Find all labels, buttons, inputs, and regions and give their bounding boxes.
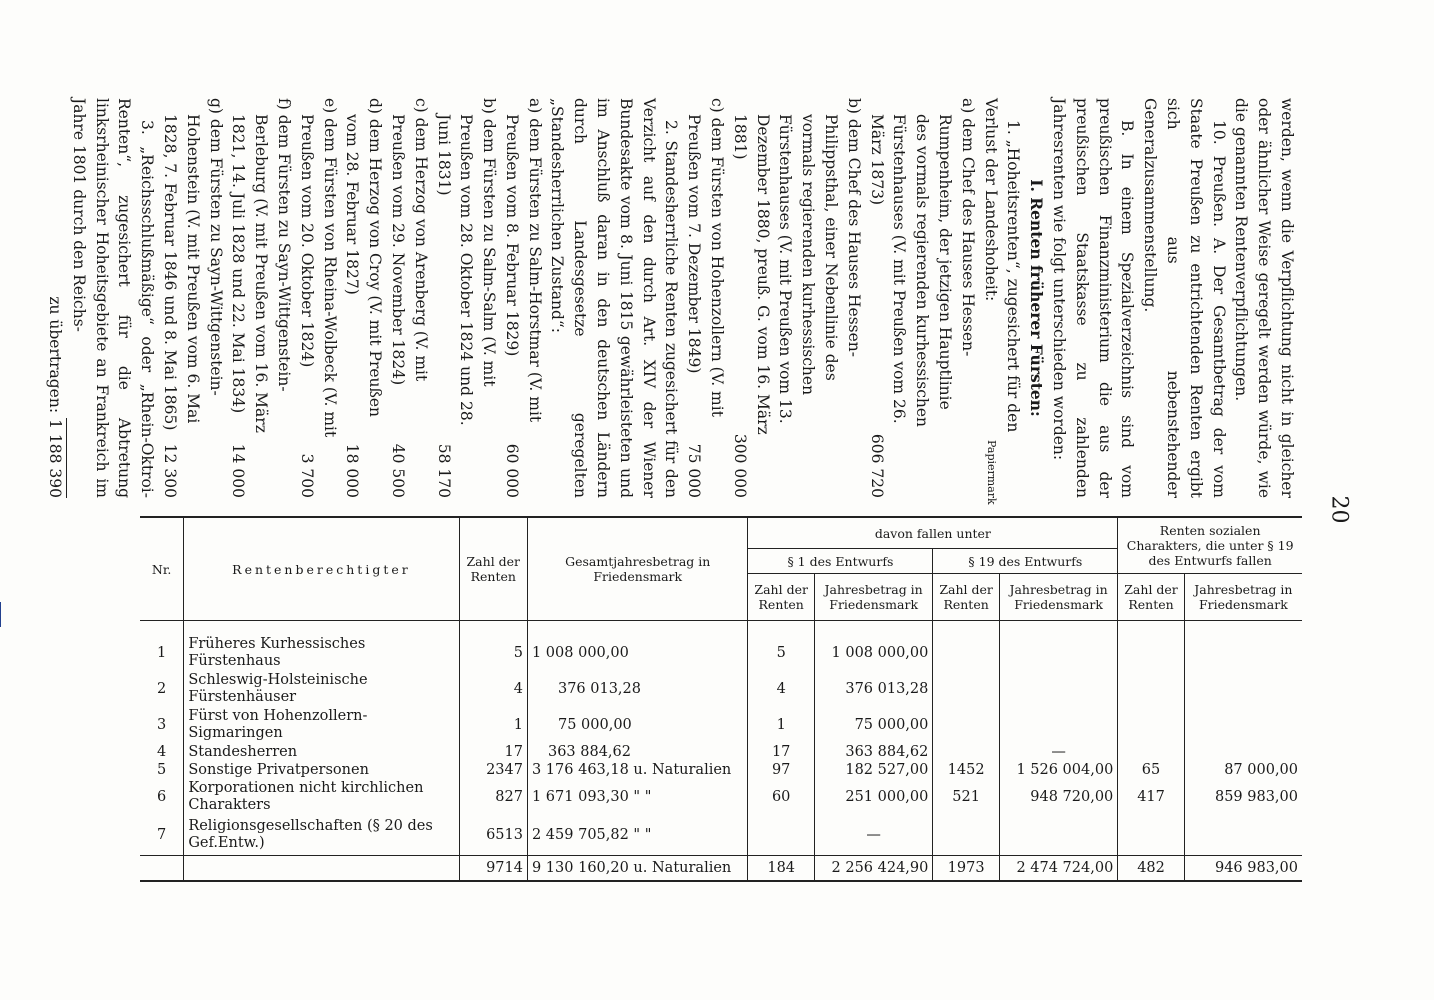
- entry-amount: 60 000: [502, 443, 521, 498]
- cell-s1-amount: 251 000,00: [814, 779, 932, 815]
- cell-s19-count: [933, 707, 999, 743]
- cell-soc-amount: 87 000,00: [1224, 762, 1298, 778]
- total-soc-amount: 946 983,00: [1214, 859, 1298, 876]
- cell-count: 5: [459, 635, 527, 671]
- entry-text: b) dem Chef des Hauses Hessen-Philippsthal, einer Nebenlinie des vormals regierenden kurhessischen Fürstenhauses (V. mit Preußen vom 13. Dezember 1880, preuß. G. vom 16. März 1881): [730, 98, 863, 435]
- col-header-social: Renten sozialen Charakters, die unter § 19 des Entwurfs fallen: [1126, 523, 1294, 568]
- cell-soc-count: [1118, 743, 1184, 761]
- entry-text: e) dem Fürsten von Rheina-Wolbeck (V. mit Preußen vom 20. Oktober 1824): [297, 98, 339, 438]
- cell-s19-count: 521: [933, 779, 999, 815]
- table-row: [140, 707, 1302, 743]
- unit-label: Papiermark: [984, 440, 998, 505]
- cell-s19-amount: [999, 707, 1117, 743]
- dfg-logo: [0, 602, 1, 627]
- cell-s1-amount: 182 527,00: [814, 761, 932, 779]
- list-item: [865, 98, 979, 498]
- cell-total: 2 459 705,82 " ": [527, 815, 747, 855]
- cell-nr: 3: [140, 707, 184, 743]
- cell-s1-count: 60: [748, 779, 814, 815]
- cell-count: 6513: [459, 815, 527, 855]
- cell-soc-count: [1118, 815, 1184, 855]
- entry-amount: 75 000: [685, 443, 704, 498]
- total-count: 9714: [459, 855, 527, 881]
- digitization-note-text: [0, 630, 1, 988]
- cell-count: 827: [459, 779, 527, 815]
- list-item: [295, 98, 341, 498]
- cell-s1-count: 4: [748, 671, 814, 707]
- list-item: [728, 98, 865, 498]
- col-header-s19: § 19 des Entwurfs: [933, 549, 1118, 574]
- cell-name: Religionsgesellschaften (§ 20 des Gef.Entw.): [184, 815, 459, 855]
- cell-soc-count: 417: [1118, 779, 1184, 815]
- carry-over-label: zu übertragen:: [45, 296, 64, 414]
- total-amount: 9 130 160,20 u. Naturalien: [527, 855, 747, 881]
- cell-s19-amount: —: [999, 743, 1117, 761]
- cell-s1-count: 17: [748, 743, 814, 761]
- list-item: [682, 98, 728, 498]
- cell-soc-count: 65: [1118, 761, 1184, 779]
- table-row: [140, 815, 1302, 855]
- cell-s19-count: [933, 635, 999, 671]
- rotated-text-block: [45, 98, 1298, 505]
- cell-name: Früheres Kurhessisches Fürstenhaus: [184, 635, 459, 671]
- col-header-total: Gesamtjahresbetrag in Friedensmark: [527, 517, 747, 621]
- cell-s19-amount: [999, 815, 1117, 855]
- col-header-nr: Nr.: [140, 517, 184, 621]
- table-row: [140, 779, 1302, 815]
- cell-nr: 7: [140, 815, 184, 855]
- cell-s19-count: 1452: [933, 761, 999, 779]
- cell-s1-amount: 1 008 000,00: [814, 635, 932, 671]
- list-item: [500, 98, 546, 498]
- list-item: [386, 98, 432, 498]
- paragraph-special-list: B. In einem Spezialverzeichnis sind vom preußischen Finanzministerium die aus der preußischen Staatskasse zu zahlenden Jahresrenten wie folgt unterschieden worden:: [1050, 98, 1137, 498]
- cell-s1-amount: —: [814, 815, 932, 855]
- cell-nr: 1: [140, 635, 184, 671]
- entry-text: c) dem Fürsten von Hohenzollern (V. mit Preußen vom 7. Dezember 1849): [685, 98, 727, 417]
- table-row: [140, 671, 1302, 707]
- cell-s19-amount: 1 526 004,00: [999, 761, 1117, 779]
- pension-summary-table: [140, 516, 1302, 882]
- table-row: [140, 743, 1302, 761]
- entry-amount: 40 500: [388, 443, 407, 498]
- col-header-davon: davon fallen unter: [748, 517, 1118, 549]
- cell-soc-count: [1118, 707, 1184, 743]
- cell-total: 1 008 000,00: [527, 635, 747, 671]
- cell-s1-count: 5: [748, 635, 814, 671]
- section-heading: I. Renten früherer Fürsten:: [1027, 179, 1047, 417]
- total-row: [140, 855, 1302, 881]
- entry-text: a) dem Fürsten zu Salm-Horstmar (V. mit Preußen vom 8. Februar 1829): [502, 98, 544, 423]
- col-header-name: Rentenberechtigter: [184, 517, 459, 621]
- cell-total: 1 671 093,30 " ": [527, 779, 747, 815]
- cell-s1-count: 1: [748, 707, 814, 743]
- cell-s1-amount: 363 884,62: [814, 743, 932, 761]
- col-header-soc-amount: Jahresbetrag in Friedensmark: [1184, 574, 1302, 621]
- cell-soc-count: [1118, 671, 1184, 707]
- entry-amount: 14 000: [229, 443, 248, 498]
- col-header-s1: § 1 des Entwurfs: [748, 549, 933, 574]
- col-header-soc-count: Zahl der Renten: [1118, 574, 1184, 621]
- cell-soc-amount: 859 983,00: [1214, 789, 1298, 805]
- unit-row: [979, 98, 1025, 505]
- total-s1-count: 184: [748, 855, 814, 881]
- entry-amount: 300 000: [730, 433, 749, 498]
- cell-count: 4: [459, 671, 527, 707]
- cell-total: 376 013,28: [527, 671, 747, 707]
- col-header-s1-count: Zahl der Renten: [748, 574, 814, 621]
- cell-count: 1: [459, 707, 527, 743]
- cell-name: Schleswig-Holsteinische Fürstenhäuser: [184, 671, 459, 707]
- total-soc-count: 482: [1118, 855, 1184, 881]
- cell-name: Korporationen nicht kirchlichen Charakters: [184, 779, 459, 815]
- entry-text: f) dem Fürsten zu Sayn-Wittgenstein-Berleburg (V. mit Preußen vom 16. März 1821, 14. Juli 1828 und 22. Mai 1834): [229, 98, 293, 433]
- cell-total: 75 000,00: [527, 707, 747, 743]
- cell-nr: 4: [140, 743, 184, 761]
- cell-total: 363 884,62: [527, 743, 747, 761]
- table-row: [140, 761, 1302, 779]
- paragraph-standesherren: 2. Standesherrliche Renten zugesichert für den Verzicht auf den durch Art. XIV der Wiener Bundesakte vom 8. Juni 1815 gewährleisteten und im Anschluß daran in den deutschen Ländern durch Landesgesetze geregelten „Standesherrlichen Zustand“:: [548, 98, 681, 498]
- cell-s19-amount: 948 720,00: [999, 779, 1117, 815]
- cell-nr: 6: [140, 779, 184, 815]
- col-header-s1-amount: Jahresbetrag in Friedensmark: [814, 574, 932, 621]
- cell-s1-count: 97: [748, 761, 814, 779]
- cell-s1-amount: 75 000,00: [814, 707, 932, 743]
- entry-amount: 12 300: [160, 443, 179, 498]
- carry-over-amount: 1 188 390: [43, 418, 67, 498]
- cell-soc-amount: [1184, 671, 1302, 707]
- entry-text: b) dem Fürsten zu Salm-Salm (V. mit Preußen vom 28. Oktober 1824 und 28. Juni 1831): [434, 98, 499, 426]
- cell-s19-amount: [999, 635, 1117, 671]
- list-item: [432, 98, 500, 498]
- cell-soc-amount: [1184, 743, 1302, 761]
- paragraph: werden, wenn die Verpflichtung nicht in gleicher oder ähnlicher Weise geregelt werden würde, wie die genannten Rentenverpflichtungen.: [1232, 98, 1296, 498]
- cell-s19-count: [933, 671, 999, 707]
- cell-name: Fürst von Hohenzollern-Sigmaringen: [184, 707, 459, 743]
- total-s19-count: 1973: [933, 855, 999, 881]
- list-item: [158, 98, 226, 498]
- cell-s19-count: [933, 743, 999, 761]
- paragraph-prussia: 10. Preußen. A. Der Gesamtbetrag der vom Staate Preußen zu entrichtenden Renten ergibt sich aus nebenstehender Generalzusammenstellung.: [1141, 98, 1228, 498]
- cell-s1-amount: 376 013,28: [814, 671, 932, 707]
- entry-text: d) dem Herzog von Croy (V. mit Preußen vom 28. Februar 1827): [343, 98, 385, 418]
- entry-amount: 18 000: [343, 443, 362, 498]
- paragraph-rhein-oktroi: 3. „Reichsschlußmäßige“ oder „Rhein-Oktroi-Renten“, zugesichert für die Abtretung linksrheinischer Hoheitsgebiete an Frankreich im Jahre 1801 durch den Reichs-: [69, 98, 157, 498]
- page-number: 20: [1326, 495, 1352, 524]
- cell-soc-amount: [1184, 815, 1302, 855]
- col-header-s19-count: Zahl der Renten: [933, 574, 999, 621]
- entry-text: a) dem Chef des Hauses Hessen-Rumpenheim, der jetzigen Hauptlinie des vormals regierenden kurhessischen Fürstenhauses (V. mit Preußen vom 26. März 1873): [867, 98, 977, 428]
- table-row: [140, 635, 1302, 671]
- cell-name: Sonstige Privatpersonen: [184, 761, 459, 779]
- cell-count: 2347: [459, 761, 527, 779]
- paragraph-sovereignty: 1. „Hoheitsrenten“, zugesichert für den Verlust der Landeshoheit:: [981, 98, 1023, 433]
- cell-count: 17: [459, 743, 527, 761]
- carry-over-row: [43, 98, 67, 498]
- cell-nr: 5: [140, 761, 184, 779]
- entry-amount: 58 170: [434, 443, 453, 498]
- total-s19-amount: 2 474 724,00: [999, 855, 1117, 881]
- cell-nr: 2: [140, 671, 184, 707]
- entry-amount: 606 720: [867, 433, 886, 498]
- cell-s19-count: [933, 815, 999, 855]
- cell-total: 3 176 463,18 u. Naturalien: [527, 761, 747, 779]
- cell-s19-amount: [999, 671, 1117, 707]
- cell-soc-count: [1118, 635, 1184, 671]
- entry-amount: 3 700: [297, 453, 316, 498]
- entry-text: c) dem Herzog von Arenberg (V. mit Preußen vom 29. November 1824): [388, 98, 430, 386]
- col-header-s19-amount: Jahresbetrag in Friedensmark: [999, 574, 1117, 621]
- cell-name: Standesherren: [184, 743, 459, 761]
- cell-soc-amount: [1184, 635, 1302, 671]
- total-s1-amount: 2 256 424,90: [814, 855, 932, 881]
- list-item: [227, 98, 295, 498]
- digitization-note: [0, 602, 1, 988]
- col-header-count: Zahl der Renten: [459, 517, 527, 621]
- entry-text: g) dem Fürsten zu Sayn-Wittgenstein-Hohenstein (V. mit Preußen vom 6. Mai 1828, 7. Februar 1846 und 8. Mai 1865): [160, 98, 225, 431]
- cell-s1-count: [748, 815, 814, 855]
- list-item: [341, 98, 387, 498]
- cell-soc-amount: [1184, 707, 1302, 743]
